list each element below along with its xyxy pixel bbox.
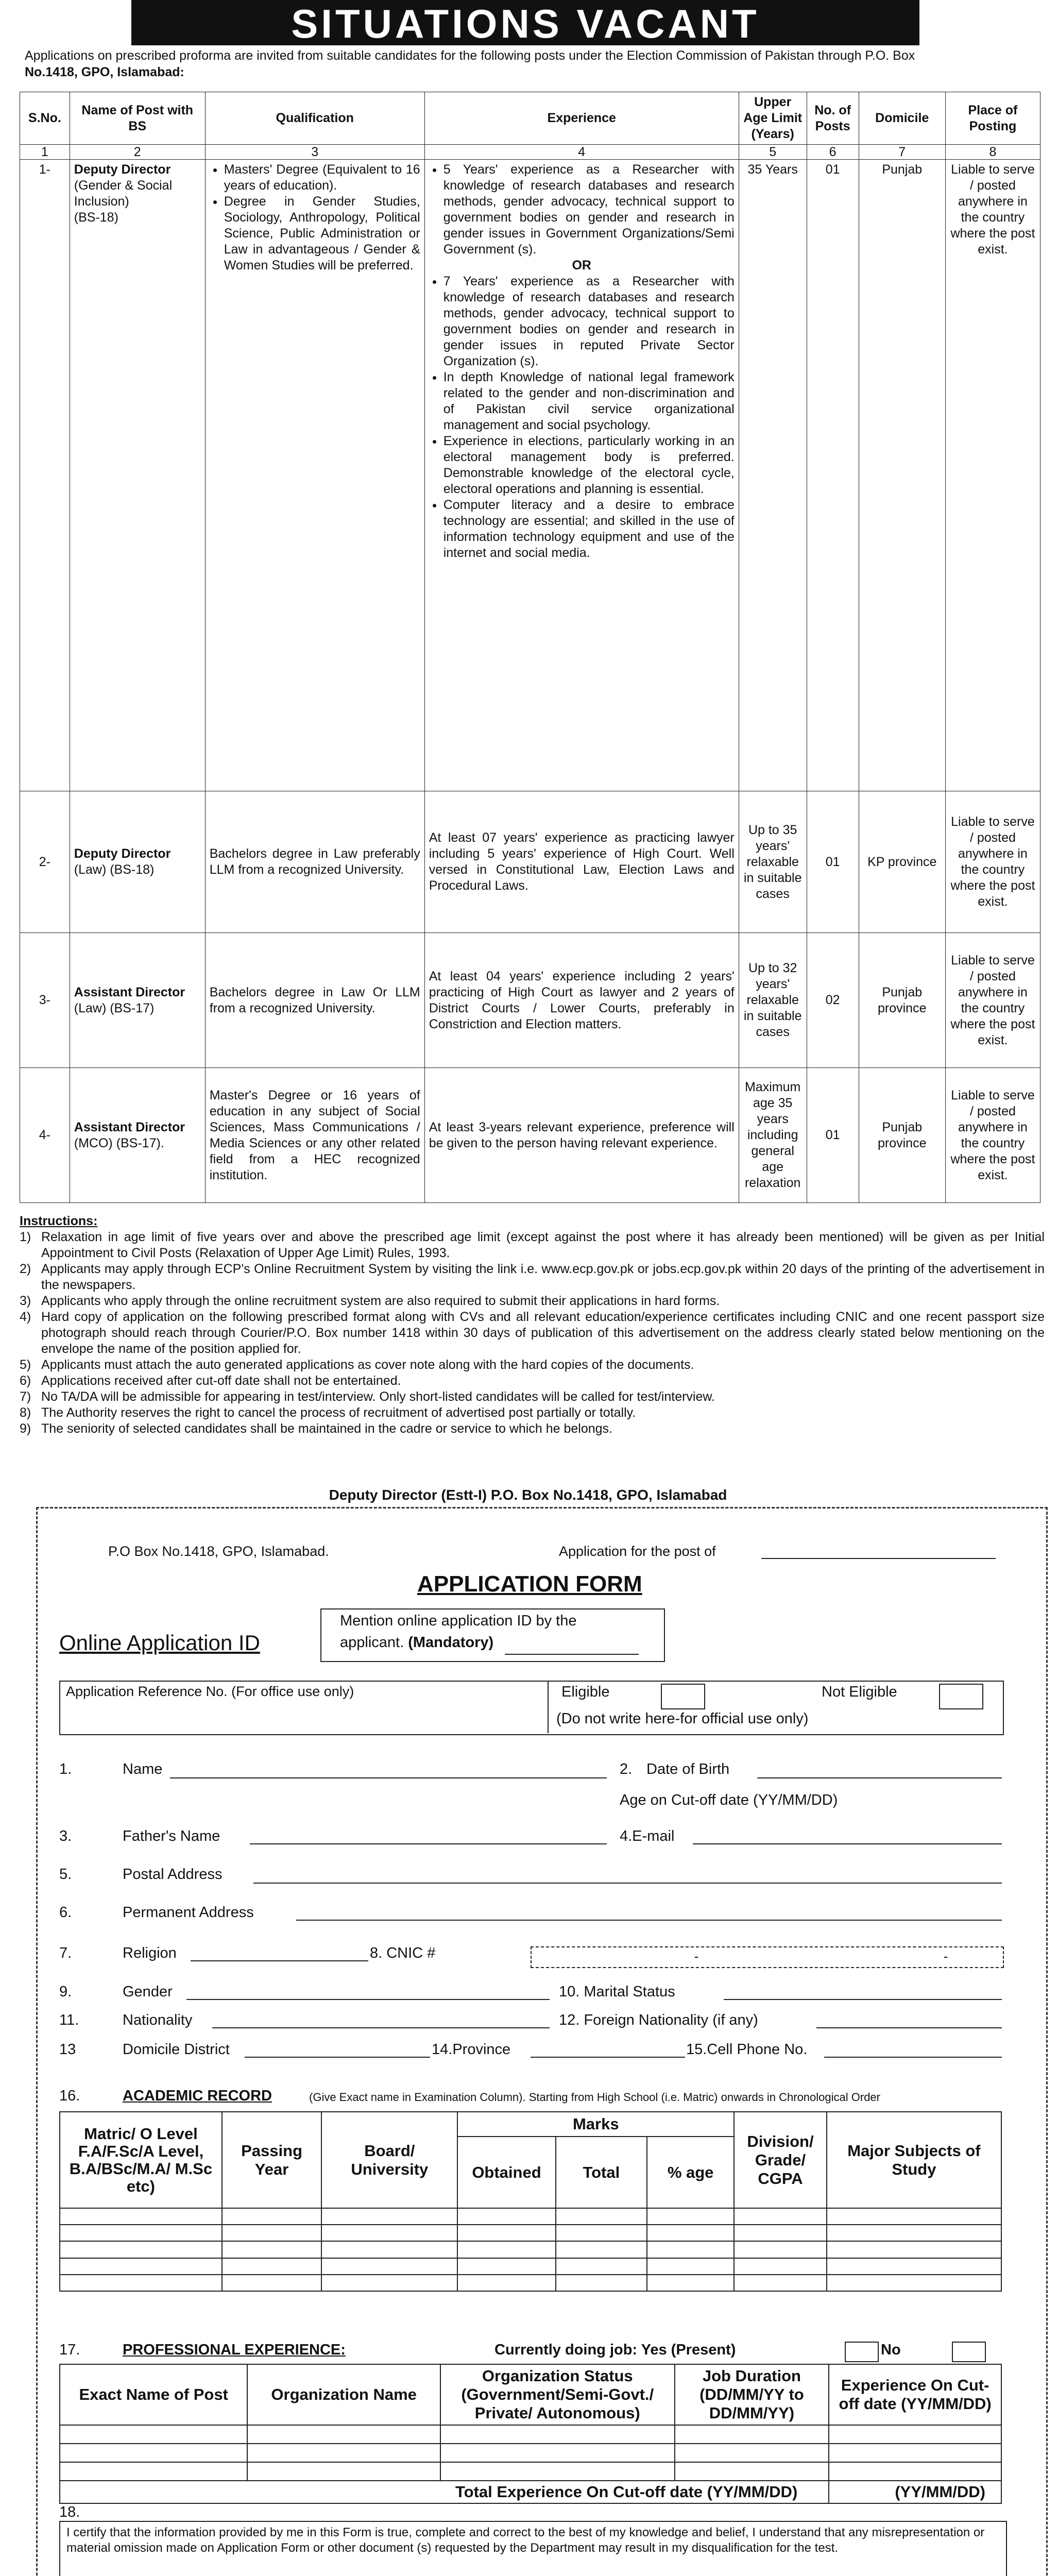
row-experience: At least 04 years' experience including 2 years' practicing of High Court as lawyer and 2 years of District Courts / Lower Courts, preferably in Constriction and Election matters. bbox=[424, 933, 739, 1068]
row-domicile: Punjab province bbox=[859, 933, 945, 1068]
instruction-item bbox=[20, 1405, 1045, 1421]
footer-address: Deputy Director (Estt-I) P.O. Box No.1418, GPO, Islamabad bbox=[329, 1487, 727, 1503]
certification-text: I certify that the information provided by me in this Form is true, complete and correct to the best of my knowledge and belief, I understand that any misrepresentation or material omission made on Application Form or other document (s) requested by the Department may result in my disqualification for the test. bbox=[66, 2526, 985, 2555]
col-num: 7 bbox=[859, 145, 945, 160]
row-experience bbox=[424, 160, 739, 791]
province-label: 14.Province bbox=[432, 2041, 511, 2058]
instruction-text: The Authority reserves the right to cancel the process of recruitment of advertised post partially or totally. bbox=[41, 1405, 636, 1420]
row-qualification: Bachelors degree in Law preferably LLM from a recognized University. bbox=[205, 791, 424, 933]
foreign-nationality-input[interactable] bbox=[816, 2027, 1002, 2028]
row-qualification bbox=[205, 160, 424, 791]
row-age: Up to 35 years' relaxable in suitable cases bbox=[739, 791, 807, 933]
cell-phone-label: 15.Cell Phone No. bbox=[686, 2041, 808, 2058]
row-posts: 01 bbox=[807, 160, 859, 791]
email-label: 4.E-mail bbox=[620, 1828, 675, 1844]
row-qualification: Master's Degree or 16 years of education in any subject of Social Sciences, Mass Communications / Media Sciences or any other related field from a HEC recognized institution. bbox=[205, 1068, 424, 1203]
field-num: 11. bbox=[59, 2012, 79, 2028]
header-age: Upper Age Limit (Years) bbox=[739, 92, 807, 145]
religion-input[interactable] bbox=[191, 1960, 368, 1961]
field-num: 16. bbox=[59, 2088, 80, 2104]
permanent-address-input[interactable] bbox=[296, 1920, 1002, 1921]
header-domicile: Domicile bbox=[859, 92, 945, 145]
religion-label: Religion bbox=[123, 1945, 177, 1961]
row-sno: 4- bbox=[20, 1068, 70, 1203]
eligible-label: Eligible bbox=[561, 1684, 610, 1700]
row-post bbox=[70, 160, 205, 791]
doing-job-label: Currently doing job: Yes (Present) bbox=[494, 2342, 736, 2358]
acad-row[interactable] bbox=[60, 2241, 1001, 2258]
online-id-label: Online Application ID bbox=[59, 1631, 260, 1655]
father-name-label: Father's Name bbox=[123, 1828, 220, 1844]
instruction-num: 5) bbox=[20, 1358, 31, 1372]
row-place: Liable to serve / posted anywhere in the country where the post exist. bbox=[945, 933, 1040, 1068]
qualification-item: • Masters' Degree (Equivalent to 16 years of education). bbox=[224, 162, 420, 194]
intro-address: No.1418, GPO, Islamabad: bbox=[25, 65, 184, 79]
header-experience: Experience bbox=[424, 92, 739, 145]
prof-header-duration: Job Duration (DD/MM/YY to DD/MM/YY) bbox=[675, 2364, 829, 2425]
row-age: Maximum age 35 years including general age relaxation bbox=[739, 1068, 807, 1203]
row-domicile: KP province bbox=[859, 791, 945, 933]
acad-row[interactable] bbox=[60, 2275, 1001, 2291]
col-num: 4 bbox=[424, 145, 739, 160]
row-post bbox=[70, 791, 205, 933]
col-num: 6 bbox=[807, 145, 859, 160]
instruction-num: 2) bbox=[20, 1262, 31, 1276]
field-num: 3. bbox=[59, 1828, 72, 1844]
province-input[interactable] bbox=[531, 2057, 685, 2058]
name-label: Name bbox=[123, 1761, 163, 1777]
acad-header-year: Passing Year bbox=[222, 2112, 321, 2208]
instruction-item bbox=[20, 1357, 1045, 1373]
col-num: 5 bbox=[739, 145, 807, 160]
foreign-nationality-label: 12. Foreign Nationality (if any) bbox=[559, 2012, 758, 2028]
intro-text bbox=[25, 47, 1034, 80]
instruction-item bbox=[20, 1309, 1045, 1357]
gender-input[interactable] bbox=[186, 1999, 550, 2000]
instruction-num: 6) bbox=[20, 1374, 31, 1388]
row-place: Liable to serve / posted anywhere in the country where the post exist. bbox=[945, 1068, 1040, 1203]
cnic-label: 8. CNIC # bbox=[370, 1945, 436, 1961]
mention-applicant: applicant. bbox=[340, 1634, 404, 1651]
row-experience: At least 3-years relevant experience, preference will be given to the person having relevant experience. bbox=[424, 1068, 739, 1203]
marital-status-label: 10. Marital Status bbox=[559, 1984, 675, 2000]
instruction-item bbox=[20, 1261, 1045, 1293]
experience-item: • In depth Knowledge of national legal framework related to the gender and non-discrimination and of Pakistan civil service organizational management and social psychology. bbox=[443, 369, 735, 433]
row-domicile: Punjab bbox=[859, 160, 945, 791]
row-age: 35 Years bbox=[739, 160, 807, 791]
email-input[interactable] bbox=[693, 1843, 1002, 1844]
instruction-text: Applications received after cut-off date shall not be entertained. bbox=[41, 1374, 401, 1388]
field-num: 7. bbox=[59, 1945, 72, 1961]
doing-job-yes-checkbox[interactable] bbox=[845, 2342, 879, 2362]
acad-header-major: Major Subjects of Study bbox=[827, 2112, 1001, 2208]
permanent-address-label: Permanent Address bbox=[123, 1904, 254, 1921]
professional-experience-label: PROFESSIONAL EXPERIENCE: bbox=[123, 2342, 346, 2358]
instruction-num: 1) bbox=[20, 1230, 31, 1244]
banner-title: SITUATIONS VACANT bbox=[131, 0, 919, 45]
doing-job-no-checkbox[interactable] bbox=[952, 2342, 986, 2362]
acad-row[interactable] bbox=[60, 2225, 1001, 2241]
instruction-num: 7) bbox=[20, 1389, 31, 1404]
field-num: 13 bbox=[59, 2041, 76, 2058]
row-posts: 01 bbox=[807, 791, 859, 933]
experience-item: • Computer literacy and a desire to embrace technology are essential; and skilled in the use of information technology equipment and use of the internet and social media. bbox=[443, 497, 735, 561]
header-posts: No. of Posts bbox=[807, 92, 859, 145]
instruction-item bbox=[20, 1229, 1045, 1261]
ref-no-label: Application Reference No. (For office use only) bbox=[66, 1684, 354, 1699]
col-num: 3 bbox=[205, 145, 424, 160]
form-applied-for: Application for the post of bbox=[559, 1544, 716, 1559]
domicile-district-label: Domicile District bbox=[123, 2041, 230, 2058]
instruction-text: Applicants must attach the auto generated applications as cover note along with the hard copies of the documents. bbox=[41, 1358, 694, 1372]
instruction-text: Relaxation in age limit of five years over and above the prescribed age limit (except against the post where it has already been mentioned) will be given as per Initial Appointment to Civil Posts (Relaxation of Upper Age Limit) Rules, 1993. bbox=[41, 1230, 1045, 1260]
instruction-text: Applicants who apply through the online recruitment system are also required to submit their applications in hard forms. bbox=[41, 1294, 720, 1308]
table-header-row bbox=[20, 92, 1040, 145]
instruction-text: The seniority of selected candidates shall be maintained in the cadre or service to which he belongs. bbox=[41, 1421, 612, 1436]
name-input[interactable] bbox=[170, 1777, 607, 1778]
total-experience-label: Total Experience On Cut-off date (YY/MM/DD) bbox=[60, 2481, 829, 2503]
cnic-input[interactable] bbox=[531, 1946, 1004, 1968]
post-title: Deputy Director bbox=[74, 162, 171, 177]
acad-row[interactable] bbox=[60, 2258, 1001, 2275]
field-num: 6. bbox=[59, 1904, 72, 1921]
acad-header-exam: Matric/ O Level F.A/F.Sc/A Level, B.A/BSc/M.A/ M.Sc etc) bbox=[60, 2112, 222, 2208]
row-place: Liable to serve / posted anywhere in the country where the post exist. bbox=[945, 160, 1040, 791]
col-num: 1 bbox=[20, 145, 70, 160]
table-row bbox=[20, 160, 1040, 791]
row-experience: At least 07 years' experience as practicing lawyer including 5 years' experience of High Court. Well versed in Constitutional Law, Election Laws and Procedural Laws. bbox=[424, 791, 739, 933]
row-place: Liable to serve / posted anywhere in the country where the post exist. bbox=[945, 791, 1040, 933]
not-eligible-checkbox[interactable] bbox=[939, 1684, 983, 1709]
not-eligible-label: Not Eligible bbox=[822, 1684, 897, 1700]
post-bs: (BS-18) bbox=[74, 210, 118, 225]
acad-header-pct: % age bbox=[647, 2137, 734, 2208]
table-row bbox=[20, 1068, 1040, 1203]
cnic-dash-2: - bbox=[943, 1948, 948, 1964]
acad-header-division: Division/ Grade/ CGPA bbox=[734, 2112, 827, 2208]
post-title: Assistant Director bbox=[74, 985, 185, 999]
field-num: 5. bbox=[59, 1866, 72, 1883]
instruction-num: 8) bbox=[20, 1405, 31, 1420]
postal-address-input[interactable] bbox=[253, 1883, 1002, 1884]
professional-table bbox=[59, 2364, 1002, 2504]
cell-phone-input[interactable] bbox=[824, 2057, 1002, 2058]
father-name-input[interactable] bbox=[250, 1843, 607, 1844]
row-post bbox=[70, 1068, 205, 1203]
column-number-row bbox=[20, 145, 1040, 160]
post-title: Assistant Director bbox=[74, 1120, 185, 1134]
form-title: APPLICATION FORM bbox=[417, 1571, 642, 1597]
prof-header-status: Organization Status (Government/Semi-Govt./ Private/ Autonomous) bbox=[440, 2364, 675, 2425]
academic-table bbox=[59, 2111, 1002, 2292]
form-po-box: P.O Box No.1418, GPO, Islamabad. bbox=[108, 1544, 329, 1559]
do-not-write-label: (Do not write here-for official use only) bbox=[556, 1710, 809, 1727]
reference-divider bbox=[548, 1681, 549, 1733]
instruction-text: Hard copy of application on the following prescribed format along with CVs and all relevant education/experience certificates including CNIC and one recent passport size photograph should reach through Courier/P.O. Box number 1418 within 30 days of publication of this advertisement on the address clearly stated below mentioning on the envelope the name of the position applied for. bbox=[41, 1310, 1045, 1356]
field-num: 2. bbox=[620, 1761, 633, 1777]
row-age: Up to 32 years' relaxable in suitable cases bbox=[739, 933, 807, 1068]
post-sub: (MCO) (BS-17). bbox=[74, 1136, 164, 1150]
row-sno: 1- bbox=[20, 160, 70, 791]
cnic-dash-1: - bbox=[694, 1948, 699, 1964]
instruction-item bbox=[20, 1389, 1045, 1405]
or-separator: OR bbox=[572, 258, 591, 273]
instructions bbox=[20, 1213, 1045, 1437]
row-sno: 3- bbox=[20, 933, 70, 1068]
row-post bbox=[70, 933, 205, 1068]
prof-row[interactable] bbox=[60, 2425, 1001, 2444]
age-cutoff-label: Age on Cut-off date (YY/MM/DD) bbox=[620, 1792, 838, 1808]
domicile-district-input[interactable] bbox=[245, 2057, 430, 2058]
row-qualification: Bachelors degree in Law Or LLM from a recognized University. bbox=[205, 933, 424, 1068]
acad-header-marks: Marks bbox=[457, 2112, 734, 2137]
acad-header-obtained: Obtained bbox=[457, 2137, 555, 2208]
instruction-item bbox=[20, 1293, 1045, 1309]
row-domicile: Punjab province bbox=[859, 1068, 945, 1203]
post-sub: (Law) (BS-17) bbox=[74, 1001, 155, 1015]
instruction-item bbox=[20, 1421, 1045, 1437]
prof-header-experience: Experience On Cut-off date (YY/MM/DD) bbox=[829, 2364, 1001, 2425]
instructions-heading: Instructions: bbox=[20, 1214, 98, 1228]
marital-status-input[interactable] bbox=[724, 1999, 1002, 2000]
certification-box bbox=[59, 2521, 1007, 2576]
qualification-item: • Degree in Gender Studies, Sociology, Anthropology, Political Science, Public Administration or Law in advantageous / Gender & Women Studies will be preferred. bbox=[224, 194, 420, 274]
academic-record-label: ACADEMIC RECORD bbox=[123, 2088, 272, 2104]
instruction-text: Applicants may apply through ECP's Online Recruitment System by visiting the link i.e. www.ecp.gov.pk or jobs.ecp.gov.pk within 20 days of the printing of the advertisement in the newspapers. bbox=[41, 1262, 1045, 1292]
dob-input[interactable] bbox=[757, 1777, 1002, 1778]
field-num: 18. bbox=[59, 2504, 80, 2520]
header-qualification: Qualification bbox=[205, 92, 424, 145]
prof-row[interactable] bbox=[60, 2444, 1001, 2462]
applied-for-line[interactable] bbox=[761, 1558, 996, 1559]
mention-line1: Mention online application ID by the bbox=[340, 1613, 577, 1629]
mention-line2 bbox=[340, 1634, 493, 1651]
acad-header-total: Total bbox=[556, 2137, 647, 2208]
postal-address-label: Postal Address bbox=[123, 1866, 223, 1883]
intro-line: Applications on prescribed proforma are invited from suitable candidates for the following posts under the Election Commission of Pakistan through P.O. Box bbox=[25, 48, 915, 63]
table-row bbox=[20, 933, 1040, 1068]
instruction-item bbox=[20, 1373, 1045, 1389]
experience-item: • 5 Years' experience as a Researcher with knowledge of research databases and research methods, gender advocacy, technical support to government bodies on gender and research in gender issues in Government Organizations/Semi Government (s). bbox=[443, 162, 735, 258]
header-sno: S.No. bbox=[20, 92, 70, 145]
post-sub: (Law) (BS-18) bbox=[74, 862, 155, 877]
online-id-line[interactable] bbox=[505, 1654, 639, 1655]
prof-row[interactable] bbox=[60, 2462, 1001, 2481]
total-experience-value[interactable]: (YY/MM/DD) bbox=[829, 2481, 1001, 2503]
acad-row[interactable] bbox=[60, 2208, 1001, 2225]
prof-header-post: Exact Name of Post bbox=[60, 2364, 247, 2425]
post-sub: (Gender & Social Inclusion) bbox=[74, 178, 173, 209]
experience-item: • Experience in elections, particularly working in an electoral management body is preferred. Demonstrable knowledge of the electoral cycle, electoral operations and planning is essential. bbox=[443, 433, 735, 497]
row-posts: 02 bbox=[807, 933, 859, 1068]
header-place: Place of Posting bbox=[945, 92, 1040, 145]
nationality-label: Nationality bbox=[123, 2012, 193, 2028]
field-num: 1. bbox=[59, 1761, 72, 1777]
instruction-num: 3) bbox=[20, 1294, 31, 1308]
instruction-num: 9) bbox=[20, 1421, 31, 1436]
col-num: 2 bbox=[70, 145, 205, 160]
dob-label: Date of Birth bbox=[646, 1761, 730, 1777]
vacancies-table bbox=[20, 92, 1040, 1203]
mention-mandatory: (Mandatory) bbox=[408, 1634, 494, 1651]
eligible-checkbox[interactable] bbox=[661, 1684, 705, 1709]
field-num: 9. bbox=[59, 1984, 72, 2000]
doing-job-no-label: No bbox=[881, 2342, 901, 2358]
instruction-text: No TA/DA will be admissible for appearing in test/interview. Only short-listed candidates will be called for test/interview. bbox=[41, 1389, 715, 1404]
header-post: Name of Post with BS bbox=[70, 92, 205, 145]
acad-header-board: Board/ University bbox=[321, 2112, 457, 2208]
post-title: Deputy Director bbox=[74, 846, 171, 861]
instruction-num: 4) bbox=[20, 1310, 31, 1324]
prof-header-org: Organization Name bbox=[247, 2364, 440, 2425]
col-num: 8 bbox=[945, 145, 1040, 160]
table-row bbox=[20, 791, 1040, 933]
field-num: 17. bbox=[59, 2342, 80, 2358]
academic-note: (Give Exact name in Examination Column). Starting from High School (i.e. Matric) onwards in Chronological Order bbox=[309, 2091, 880, 2104]
row-posts: 01 bbox=[807, 1068, 859, 1203]
row-sno: 2- bbox=[20, 791, 70, 933]
experience-item: • 7 Years' experience as a Researcher with knowledge of research databases and research methods, gender advocacy, technical support to government bodies on gender and research in gender issues in reputed Private Sector Organization (s). bbox=[443, 274, 735, 369]
nationality-input[interactable] bbox=[212, 2027, 550, 2028]
gender-label: Gender bbox=[123, 1984, 173, 2000]
